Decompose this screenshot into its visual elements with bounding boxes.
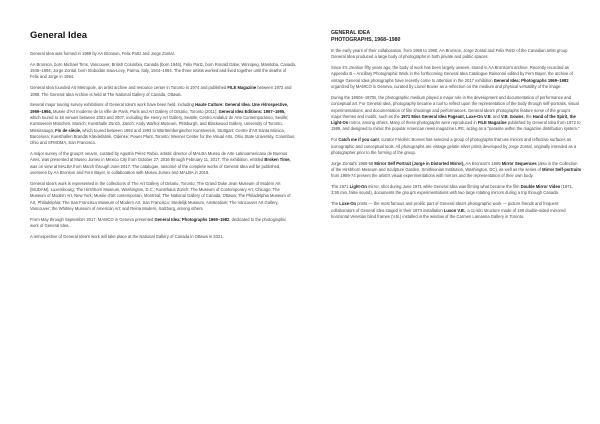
paragraph	[331, 65, 581, 90]
left-column	[30, 30, 296, 245]
paragraph-text: Musée d'Art moderne de la Ville de Paris, Paris and Art Gallery of Ontario, Toronto (2011);	[51, 108, 219, 114]
paragraph-text: Jorge Zontal's 1968-69	[331, 160, 375, 166]
paragraph-text: organized by MAMCO in Geneva, curated by Lionel Bovier as a reflection on the medium and physical versatility of the image.	[331, 84, 562, 90]
emphasized-title: General Idea: Photographs 1969–1982	[493, 77, 569, 83]
emphasized-title: Fin de siècle,	[55, 127, 82, 133]
paragraph-text: (1971, 3:50 min, false sound), documents the group's experimentations with two large rotating mirrors during a trip through Canada.	[331, 184, 574, 196]
page-title: General Idea	[30, 30, 88, 41]
paragraph-text: From May through September 2017, MAMCO in Geneva presented	[30, 216, 155, 222]
paragraph-text: from 1969-74 present the artist's visual experimentations with mirrors and the representation of their own body.	[331, 173, 534, 179]
emphasized-title: 1971 Miss General Idea Pageant, Luxe-On V.B.	[400, 113, 492, 119]
paragraph-text: prints — the most famous and prolific part of General Idea's photographic work — picture friends and frequent collaborators of General Idea staged in their 1973 installation	[331, 201, 559, 213]
right-title: GENERAL IDEA	[331, 30, 371, 36]
left-body	[30, 51, 296, 240]
paragraph	[30, 62, 296, 81]
right-heading	[331, 30, 581, 44]
paragraph-text: General Idea's work is represented in the collections of The Art Gallery of Ontario, Toronto; The Grand Duke Jean Museum of Modern Art (MUDAM), Luxembourg; The Hirshhorn Museum, Washington, D.C.; Kunsthaus Zürich; The Museum of Contemporary Art, Chicago; The Museum of Modern Art, New York; Musée d'art contemporain, Montréal; The National Gallery of Canada, Ottawa; The Philadelphia Museum of Art, Philadelphia; The San Francisco Museum of Modern Art, San Francisco; Stedelijk Museum, Amsterdam; The Vancouver Art Gallery, Vancouver; the Whitney Museum of American Art; and Reina Modern, Salzburg, among others.	[30, 180, 291, 212]
emphasized-title: Catch me if you can!	[338, 137, 379, 143]
paragraph-text: which toured to 18 venues between 2003 and 2007, including the Henry Art Gallery, Seattle; Centro Andaluz de Arte Contemporáneo, Seville; Kunstverein München, Munich; Kunsthalle Zürich, Zürich; Andy Warhol Museum, Pittsburgh, and Blackwood Gallery, University of Toronto, Mississauga;	[30, 115, 289, 133]
emphasized-title: Double Mirror Video	[520, 184, 561, 190]
paragraph	[331, 137, 581, 156]
paragraph-text: , the	[523, 113, 533, 119]
emphasized-title: Luxe-On	[339, 201, 357, 207]
paragraph-text: mirror, shot during June 1971 while General Idea was filming what became the film	[366, 184, 521, 190]
paragraph	[331, 184, 581, 197]
paragraph-text: and	[491, 113, 501, 119]
emphasized-title: Haute Culture: General Idea. Une rétrospective, 1969–1994,	[30, 102, 289, 114]
emphasized-title: Mirror Self Portrait (Jorge in Distorted Mirror),	[374, 160, 465, 166]
paragraph-text: A retrospective of General Idea's work will take place at the National Gallery of Canada in Ottawa in 2021.	[30, 234, 224, 239]
emphasized-title: Hand of the Spirit, the Light-On	[331, 113, 576, 126]
paragraph	[30, 85, 296, 98]
paragraph	[30, 217, 296, 230]
paragraph	[331, 161, 581, 180]
emphasized-title: FILE Magazine	[477, 120, 507, 126]
paragraph-text: AA Bronson, born Michael Tims, Vancouver, British Columbia, Canada (born 1946), Felix Partz, born Ronald Gabe, Winnipeg, Manitoba, Canada, 1945–1994; Jorge Zontal, born Slobodan Saia-Levy, Parma, Italy, 1944–1994. The three artists worked and lived together until the deaths of Felix and Jorge in 1994.	[30, 61, 296, 80]
emphasized-title: Light-On	[349, 184, 367, 190]
paragraph-text: , a 11-kilo structure made of 180 double-sided mirrored horizontal Venetian blind frames (V.B.) installed in the window of the Carmen Lamanna Gallery in Toronto.	[331, 207, 566, 219]
paragraph	[30, 102, 296, 146]
paragraph	[30, 234, 296, 240]
paragraph-text: (also in the Collection of the Hirshhorn Museum and Sculpture Garden, Smithsonian Institution, Washington, DC), as well as the series of	[331, 160, 578, 173]
paragraph-text: , dedicated to the photographic work of General Idea.	[30, 216, 287, 229]
paragraph	[331, 201, 581, 220]
right-subtitle: PHOTOGRAPHS, 1968–1980	[331, 37, 401, 44]
paragraph	[30, 181, 296, 213]
right-body	[331, 48, 581, 220]
paragraph-text: General Idea was formed in 1969 by AA Bronson, Felix Partz and Jorge Zontal.	[30, 51, 175, 56]
paragraph-text: Since it's creation fifty years ago, the body of work has been largely unseen, stored in AA Bronson's archive. Recently recorded as Appendix B – Ancillary Photographic Work in the forthcoming General Idea Catalogue Raisonné edited by Fern Bayer, the archive of vintage General Idea photographs have recently come to attention in the 2017 exhibition	[331, 65, 573, 83]
paragraph-text: Several major touring survey exhibitions of General Idea's work have been held, including	[30, 102, 196, 108]
paragraph-text: , curator Frédéric Bonnet has selected a group of photographs that use mirrors and reflective surfaces as iconographic and conceptual tools. All photographs are vintage gelatin silver prints developed by Jorge Zontal, originally intended as a photographer prior to the forming of the group.	[331, 137, 577, 155]
paragraph-text: was on view at MALBA from March through June 2017. The catalogue, raisonné of the complete works of General Idea will be published, overseen by AA Bronson and Fern Bayer, in collaboration with Museo Jumex and MALBA in 2018.	[30, 163, 281, 175]
paragraph-text: which toured between 1992 and 1993 to Württembergischer Kunstverein, Stuttgart; Centre d'Art Santa Mònica, Barcelona; Kunsthallen Brandts Klædefabrik, Odense; Power Plant, Toronto; Wexner Center for the Visual Arts, Ohio State University, Columbus, Ohio and SFMOMA, San Francisco.	[30, 127, 296, 146]
emphasized-title: Mirror Self-portraits	[542, 167, 582, 173]
paragraph-text: mirror, among others. Many of these photographs were reproduced in	[348, 120, 478, 126]
emphasized-title: General Idea Editions: 1967–1995,	[218, 108, 286, 114]
emphasized-title: Broken Time,	[264, 157, 291, 163]
right-column	[331, 30, 581, 225]
emphasized-title: V.B. Gowns	[500, 113, 524, 119]
paragraph-text: between 1972 and 1989. The General Idea Archive is held at The National Gallery of Canada, Ottawa.	[30, 85, 292, 97]
emphasized-title: FILE Magazine	[227, 85, 257, 91]
paragraph-text: For	[331, 137, 339, 143]
paragraph	[30, 151, 296, 176]
paragraph-text: The 1971	[331, 184, 350, 190]
paragraph-text: During the 1960s–1970s, the photographic medium played a major role in the development and documentation of performance and conceptual art. For General Idea, photography became a tool to reflect upon the representation of the body through self-portraits, visual experimentations, and documentation of film shootings and performances. General Idea's photographs feature some of the group's major themes and motifs, such as the	[331, 94, 579, 119]
paragraph-text: published by General Idea from 1972 to 1989, and designed to mimic the popular American news magazine LIFE, acting as a "parasite within the magazine distribution system."	[331, 120, 581, 132]
paragraph-text: In the early years of their collaboration, from 1969 to 1980, AA Bronson, Jorge Zontal and Felix Partz of the Canadian artist group General Idea produced a large body of photographs in both private and public spaces.	[331, 48, 568, 60]
emphasized-title: Mirror Sequences	[501, 160, 537, 166]
emphasized-title: General Idea: Photographs 1969–1982	[154, 216, 230, 222]
paragraph-text: A major survey of the group's oeuvre, curated by Agustín Pérez Rubio, artistic director of MALBA Museo de Arte Latinoamericano de Buenos Aires, was presented at Museo Jumex in Mexico City from October 27, 2016 through February 11, 2017. The exhibition, entitled	[30, 151, 288, 163]
paragraph	[30, 51, 296, 57]
emphasized-title: Luxon V.B.	[443, 207, 466, 213]
paragraph-text: AA Bronson's 1969	[464, 160, 502, 166]
paragraph	[331, 48, 581, 61]
paragraph-text: General Idea founded Art Metropole, an artist archive and resource center in Toronto in 1974 and published	[30, 85, 228, 91]
paragraph-text: The	[331, 201, 340, 207]
paragraph	[331, 95, 581, 133]
